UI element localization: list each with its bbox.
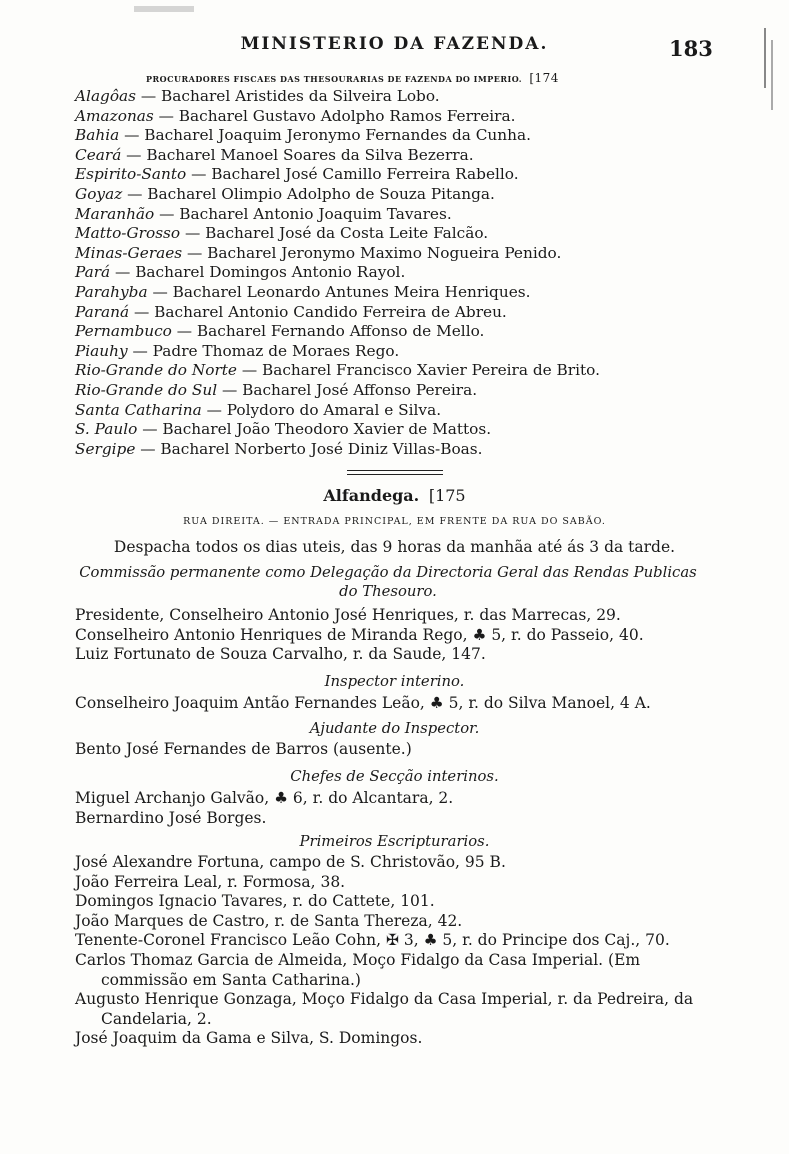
procurador-row: [75, 322, 600, 342]
escripturario-entry: José Joaquim da Gama e Silva, S. Domingos.: [75, 1029, 423, 1048]
procurador-row: [75, 342, 600, 362]
commission-member: Presidente, Conselheiro Antonio José Henriques, r. das Marrecas, 29.: [75, 606, 621, 624]
procurador-row: [75, 165, 600, 185]
province-name: Maranhão: [75, 204, 155, 223]
procurador-name: — Bacharel José Camillo Ferreira Rabello.: [186, 165, 519, 184]
procurador-name: — Bacharel Jeronymo Maximo Nogueira Penido.: [182, 243, 562, 262]
scan-edge-mark: [771, 40, 773, 110]
chefe-entry: Miguel Archanjo Galvão, ♣ 6, r. do Alcantara, 2.: [75, 789, 454, 807]
escripturarios-list: [75, 853, 670, 951]
province-name: Piauhy: [75, 341, 128, 360]
chefe-entry: Bernardino José Borges.: [75, 808, 267, 827]
procuradores-subheader: [146, 71, 559, 85]
procurador-name: — Bacharel José Affonso Pereira.: [217, 380, 478, 399]
procurador-name: — Bacharel Fernando Affonso de Mello.: [171, 322, 485, 341]
procurador-row: [75, 87, 600, 107]
procurador-name: — Bacharel Joaquim Jeronymo Fernandes da Cunha.: [119, 126, 531, 145]
section-divider-lower: [347, 474, 443, 475]
procurador-name: — Bacharel Antonio Joaquim Tavares.: [154, 204, 452, 223]
procurador-name: — Bacharel Francisco Xavier Pereira de Brito.: [236, 361, 600, 380]
commission-member: Conselheiro Antonio Henriques de Miranda Rego, ♣ 5, r. do Passeio, 40.: [75, 625, 644, 644]
province-name: Sergipe: [75, 439, 136, 458]
ajudante-entry: Bento José Fernandes de Barros (ausente.): [75, 740, 412, 758]
province-name: Pará: [75, 263, 111, 282]
procurador-row: [75, 107, 600, 127]
commission-member: Luiz Fortunato de Souza Carvalho, r. da Saude, 147.: [75, 645, 486, 664]
province-name: Alagôas: [75, 87, 137, 105]
province-name: Parahyba: [75, 282, 148, 301]
procurador-name: — Bacharel Domingos Antonio Rayol.: [110, 263, 406, 282]
procurador-row: [75, 126, 600, 146]
procurador-row: [75, 361, 600, 381]
procurador-name: — Polydoro do Amaral e Silva.: [201, 400, 442, 419]
province-name: Pernambuco: [75, 322, 172, 341]
procurador-row: [75, 244, 600, 264]
alfandega-ref: [175: [428, 486, 466, 505]
province-name: S. Paulo: [75, 420, 138, 439]
ajudante-heading: Ajudante do Inspector.: [309, 720, 480, 737]
alfandega-title: [0, 486, 789, 505]
procurador-name: — Bacharel José da Costa Leite Falcão.: [180, 224, 489, 243]
escripturarios-long-list: [75, 951, 711, 1049]
commission-heading: Commissão permanente como Delegação da Directoria Geral das Rendas Publicas do Thesouro.: [79, 564, 697, 600]
escripturario-entry: João Marques de Castro, r. de Santa Thereza, 42.: [75, 911, 463, 930]
procurador-row: [75, 303, 600, 323]
procurador-name: — Bacharel João Theodoro Xavier de Mattos.: [137, 420, 492, 439]
procurador-name: — Bacharel Gustavo Adolpho Ramos Ferreira.: [153, 106, 516, 125]
page-title: MINISTERIO DA FAZENDA.: [240, 34, 549, 54]
province-name: Goyaz: [75, 184, 123, 203]
procurador-name: — Bacharel Norberto José Diniz Villas-Boas.: [135, 439, 483, 458]
province-name: Minas-Geraes: [75, 243, 183, 262]
scan-top-mark: [134, 6, 194, 12]
procurador-row: [75, 283, 600, 303]
province-name: Rio-Grande do Sul: [75, 380, 218, 399]
escripturario-entry: Domingos Ignacio Tavares, r. do Cattete, 101.: [75, 892, 435, 911]
escripturario-entry: Tenente-Coronel Francisco Leão Cohn, ✠ 3, ♣ 5, r. do Principe dos Caj., 70.: [75, 931, 670, 950]
procurador-name: — Bacharel Aristides da Silveira Lobo.: [136, 87, 440, 105]
procuradores-list: [75, 87, 600, 459]
commission-members: [75, 606, 644, 665]
escripturario-entry: José Alexandre Fortuna, campo de S. Christovão, 95 B.: [75, 853, 506, 871]
inspector-entry: Conselheiro Joaquim Antão Fernandes Leão, ♣ 5, r. do Silva Manoel, 4 A.: [75, 694, 651, 712]
province-name: Santa Catharina: [75, 400, 202, 419]
alfandega-title-text: Alfandega.: [323, 486, 420, 505]
province-name: Amazonas: [75, 106, 154, 125]
escripturario-entry: Carlos Thomaz Garcia de Almeida, Moço Fidalgo da Casa Imperial. (Em commissão em Santa Catharina.): [75, 951, 641, 989]
province-name: Matto-Grosso: [75, 224, 181, 243]
procurador-name: — Padre Thomaz de Moraes Rego.: [127, 341, 400, 360]
province-name: Espirito-Santo: [75, 165, 187, 184]
page-number: 183: [669, 36, 713, 61]
chefes-heading: Chefes de Secção interinos.: [290, 768, 499, 785]
province-name: Bahia: [75, 126, 120, 145]
escripturario-entry: João Ferreira Leal, r. Formosa, 38.: [75, 872, 346, 891]
procurador-row: [75, 224, 600, 244]
section-divider: [347, 470, 443, 471]
procurador-name: — Bacharel Olimpio Adolpho de Souza Pitanga.: [122, 184, 495, 203]
procurador-row: [75, 146, 600, 166]
procurador-row: [75, 205, 600, 225]
escripturario-entry: Augusto Henrique Gonzaga, Moço Fidalgo da Casa Imperial, r. da Pedreira, da Candelaria, 2.: [75, 990, 694, 1028]
procurador-row: [75, 381, 600, 401]
inspector-heading: Inspector interino.: [324, 673, 465, 690]
procurador-row: [75, 440, 600, 460]
scan-edge-mark: [764, 28, 766, 88]
province-name: Ceará: [75, 145, 122, 164]
subheader-ref: [174: [529, 71, 559, 85]
procurador-row: [75, 263, 600, 283]
procurador-name: — Bacharel Leonardo Antunes Meira Henriques.: [147, 282, 531, 301]
procurador-name: — Bacharel Manoel Soares da Silva Bezerra.: [121, 145, 474, 164]
chefes-list: [75, 789, 453, 828]
alfandega-address: RUA DIREITA. — ENTRADA PRINCIPAL, EM FRENTE DA RUA DO SABÃO.: [183, 516, 606, 527]
procurador-row: [75, 185, 600, 205]
alfandega-hours: Despacha todos os dias uteis, das 9 horas da manhãa até ás 3 da tarde.: [113, 538, 676, 556]
subheader-text: PROCURADORES FISCAES DAS THESOURARIAS DE FAZENDA DO IMPERIO.: [146, 74, 523, 84]
province-name: Paraná: [75, 302, 130, 321]
procurador-row: [75, 420, 600, 440]
province-name: Rio-Grande do Norte: [75, 361, 237, 380]
procurador-name: — Bacharel Antonio Candido Ferreira de Abreu.: [129, 302, 507, 321]
procurador-row: [75, 401, 600, 421]
escripturarios-heading: Primeiros Escripturarios.: [299, 833, 490, 850]
